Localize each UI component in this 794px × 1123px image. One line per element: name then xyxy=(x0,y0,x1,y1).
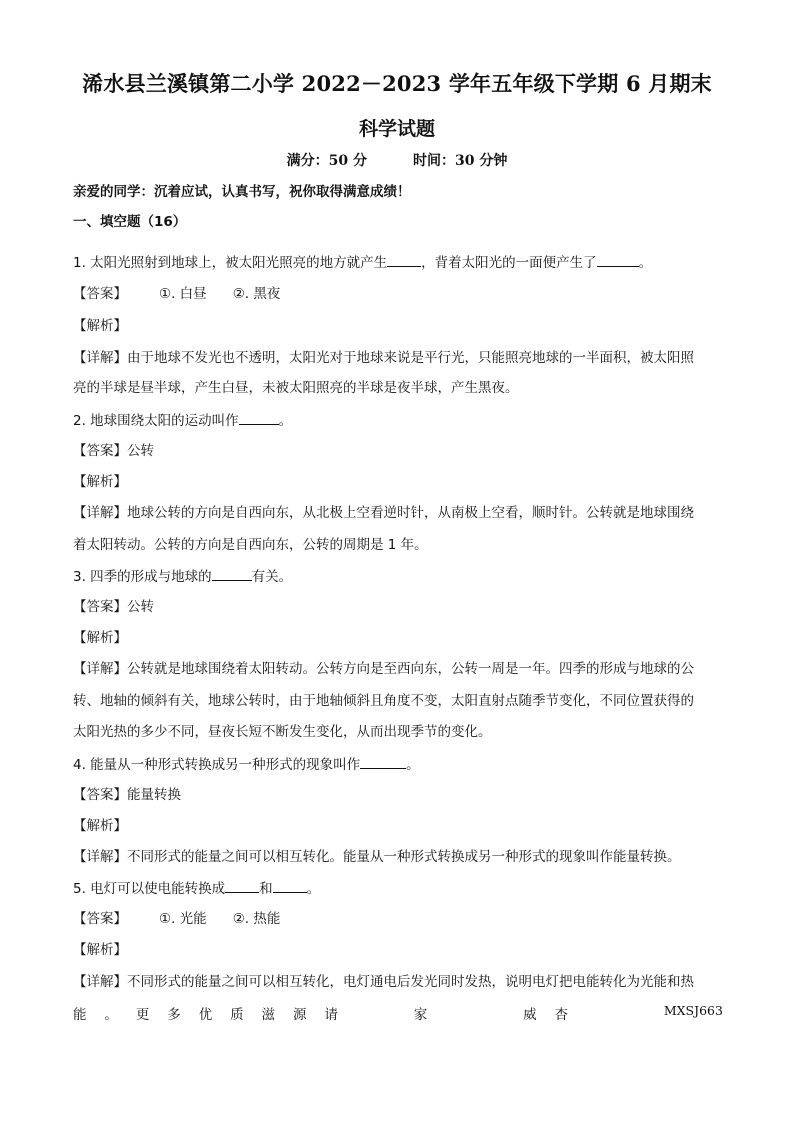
footer-char: 更 xyxy=(135,1007,150,1023)
answer-blank xyxy=(225,878,259,893)
answer-option-2: ②. 黑夜 xyxy=(232,286,281,302)
footer-code: MXSJ663 xyxy=(663,1003,723,1018)
answer-row xyxy=(73,597,723,617)
answer-blank xyxy=(212,566,252,581)
question-text: 5. 电灯可以使电能转换成 xyxy=(73,881,226,897)
question-text: 2. 地球围绕太阳的运动叫作 xyxy=(73,413,239,429)
footer-char: 质 xyxy=(230,1007,244,1023)
answer-row xyxy=(73,441,723,461)
footer-char: 源 xyxy=(292,1007,307,1023)
answer-row xyxy=(73,284,723,304)
footer-char: 多 xyxy=(167,1007,181,1023)
answer-blank xyxy=(239,410,279,425)
answer-option-1: ①. 光能 xyxy=(159,911,207,927)
footer-char: 请 xyxy=(324,1007,338,1023)
detail-label: 【详解】 xyxy=(73,661,127,677)
answer-value: 能量转换 xyxy=(127,787,181,803)
analysis-label: 【解析】 xyxy=(73,818,127,834)
answer-label: 【答案】 xyxy=(73,787,127,803)
detail-line xyxy=(73,659,723,679)
question-2 xyxy=(73,410,723,431)
detail-label: 【详解】 xyxy=(73,505,127,521)
footer-char: 能 xyxy=(73,1007,87,1023)
analysis-label: 【解析】 xyxy=(73,630,127,646)
detail-text: 不同形式的能量之间可以相互转化，电灯通电后发光同时发热，说明电灯把电能转化为光能和热 xyxy=(127,974,694,990)
time-info: 时间：30 分钟 xyxy=(413,153,508,169)
section-heading: 一、填空题（16） xyxy=(73,214,187,230)
detail-label: 【详解】 xyxy=(73,849,127,865)
footer-char: 。 xyxy=(104,1007,118,1023)
detail-line xyxy=(73,847,723,867)
greeting: 亲爱的同学：沉着应试，认真书写，祝你取得满意成绩！ xyxy=(73,184,411,200)
detail-line xyxy=(73,972,723,992)
question-1 xyxy=(73,252,723,273)
analysis-label: 【解析】 xyxy=(73,942,127,958)
detail-text: 地球公转的方向是自西向东，从北极上空看逆时针，从南极上空看，顺时针。公转就是地球围绕 xyxy=(127,505,694,521)
footer-char: 威 xyxy=(523,1007,537,1023)
question-4 xyxy=(73,754,723,775)
question-text: 1. 太阳光照射到地球上，被太阳光照亮的地方就产生 xyxy=(73,255,388,271)
answer-value: 公转 xyxy=(127,443,154,459)
analysis-label: 【解析】 xyxy=(73,318,127,334)
question-text: 。 xyxy=(278,413,293,429)
question-text: ，背着太阳光的一面便产生了 xyxy=(421,255,597,271)
answer-label: 【答案】 xyxy=(73,599,127,615)
answer-blank xyxy=(597,252,639,267)
detail-text: 公转就是地球围绕着太阳转动。公转方向是至西向东，公转一周是一年。四季的形成与地球的公 xyxy=(127,661,694,677)
question-text: 4. 能量从一种形式转换成另一种形式的现象叫作 xyxy=(73,757,361,773)
answer-label: 【答案】 xyxy=(73,443,127,459)
detail-text: 由于地球不发光也不透明，太阳光对于地球来说是平行光，只能照亮地球的一半面积，被太阳照 xyxy=(127,350,694,366)
detail-label: 【详解】 xyxy=(73,974,127,990)
detail-line: 转、地轴的倾斜有关，地球公转时，由于地轴倾斜且角度不变，太阳直射点随季节变化，不同位置获得的 xyxy=(73,693,694,709)
answer-row xyxy=(73,785,723,805)
detail-label: 【详解】 xyxy=(73,350,127,366)
answer-label: 【答案】 xyxy=(73,286,127,302)
question-text: 。 xyxy=(638,255,653,271)
question-text: 。 xyxy=(406,757,420,773)
answer-blank xyxy=(273,878,307,893)
answer-value: 公转 xyxy=(127,599,154,615)
footer-char: 杏 xyxy=(554,1007,568,1023)
question-5 xyxy=(73,878,723,899)
score-info: 满分：50 分 xyxy=(286,153,367,169)
detail-line: 着太阳转动。公转的方向是自西向东，公转的周期是 1 年。 xyxy=(73,537,428,553)
question-text: 有关。 xyxy=(251,569,293,585)
answer-label: 【答案】 xyxy=(73,911,127,927)
footer-line xyxy=(73,1003,723,1023)
analysis-label: 【解析】 xyxy=(73,474,127,490)
exam-title: 浠水县兰溪镇第二小学 2022－2023 学年五年级下学期 6 月期末 xyxy=(82,71,712,96)
question-3 xyxy=(73,566,723,587)
detail-line: 太阳光热的多少不同，昼夜长短不断发生变化，从而出现季节的变化。 xyxy=(73,724,492,740)
answer-blank xyxy=(360,754,406,769)
question-text: 3. 四季的形成与地球的 xyxy=(73,569,212,585)
detail-line xyxy=(73,348,723,368)
question-text: 和 xyxy=(259,881,273,897)
detail-line: 亮的半球是昼半球，产生白昼，未被太阳照亮的半球是夜半球，产生黑夜。 xyxy=(73,380,519,396)
answer-option-1: ①. 白昼 xyxy=(159,286,207,302)
exam-subtitle: 科学试题 xyxy=(358,118,435,140)
question-text: 。 xyxy=(306,881,321,897)
detail-text: 不同形式的能量之间可以相互转化。能量从一种形式转换成另一种形式的现象叫作能量转换。 xyxy=(127,849,681,865)
detail-line xyxy=(73,503,723,523)
footer-char: 优 xyxy=(198,1007,213,1023)
footer-char: 家 xyxy=(413,1007,428,1023)
footer-char: 滋 xyxy=(261,1007,276,1023)
answer-option-2: ②. 热能 xyxy=(232,911,281,927)
exam-meta xyxy=(0,150,794,170)
answer-blank xyxy=(387,252,421,267)
answer-row xyxy=(73,909,723,929)
